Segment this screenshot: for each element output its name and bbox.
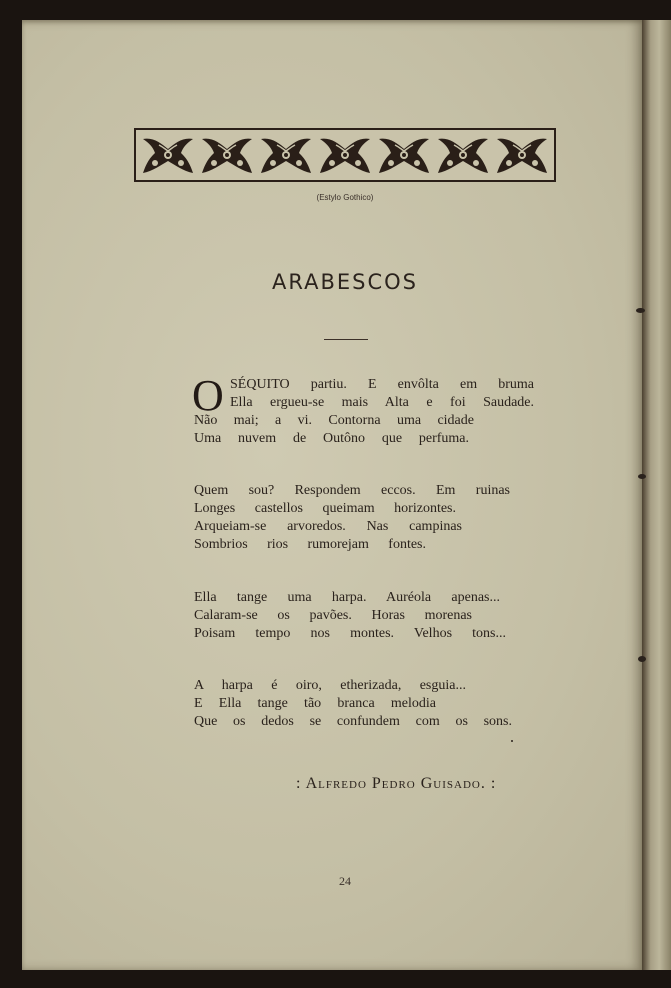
- ornament-caption: (Estylo Gothico): [316, 193, 374, 202]
- verse-line: Calaram-se os pavões. Horas morenas: [194, 608, 472, 623]
- page-number: 24: [339, 874, 351, 888]
- gothic-ornament-band: [134, 128, 556, 182]
- verse-line: Que os dedos se confundem com os sons.: [194, 714, 512, 729]
- book-spine: [642, 20, 671, 970]
- verse-line: Ella tange uma harpa. Auréola apenas...: [194, 590, 500, 605]
- verse-line: Uma nuvem de Outôno que perfuma.: [194, 431, 469, 446]
- stanza-1: [192, 371, 534, 448]
- arabesque-ornament-icon: [139, 133, 553, 179]
- verse-line: Sombrios rios rumorejam fontes.: [194, 537, 426, 552]
- verse-line: Quem sou? Respondem eccos. Em ruinas: [194, 483, 510, 498]
- stanza-3: [194, 589, 534, 643]
- verse-line: Longes castellos queimam horizontes.: [194, 501, 456, 516]
- verse-line: A harpa é oiro, etherizada, esguia...: [194, 678, 466, 693]
- drop-cap: O: [192, 371, 224, 420]
- stanza-4: [194, 677, 534, 731]
- verse-line: Poisam tempo nos montes. Velhos tons...: [194, 626, 506, 641]
- ink-spot: [638, 474, 646, 479]
- verse-line: SÉQUITO partiu. E envôlta em bruma: [230, 377, 534, 392]
- ink-spot: [636, 308, 645, 313]
- ink-spot: [638, 656, 646, 662]
- first-lines: [192, 371, 534, 420]
- poem-body: [192, 371, 534, 765]
- stanza-2: [194, 482, 534, 554]
- ink-spot: [511, 740, 513, 742]
- title-divider: [324, 339, 368, 340]
- verse-line: Ella ergueu-se mais Alta e foi Saudade.: [230, 395, 534, 410]
- author-signature: : Alfredo Pedro Guisado. :: [296, 775, 497, 792]
- poem-title: ARABESCOS: [272, 270, 418, 294]
- verse-line: Arqueiam-se arvoredos. Nas campinas: [194, 519, 462, 534]
- verse-line: Não mai; a vi. Contorna uma cidade: [194, 413, 474, 428]
- verse-line: E Ella tange tão branca melodia: [194, 696, 436, 711]
